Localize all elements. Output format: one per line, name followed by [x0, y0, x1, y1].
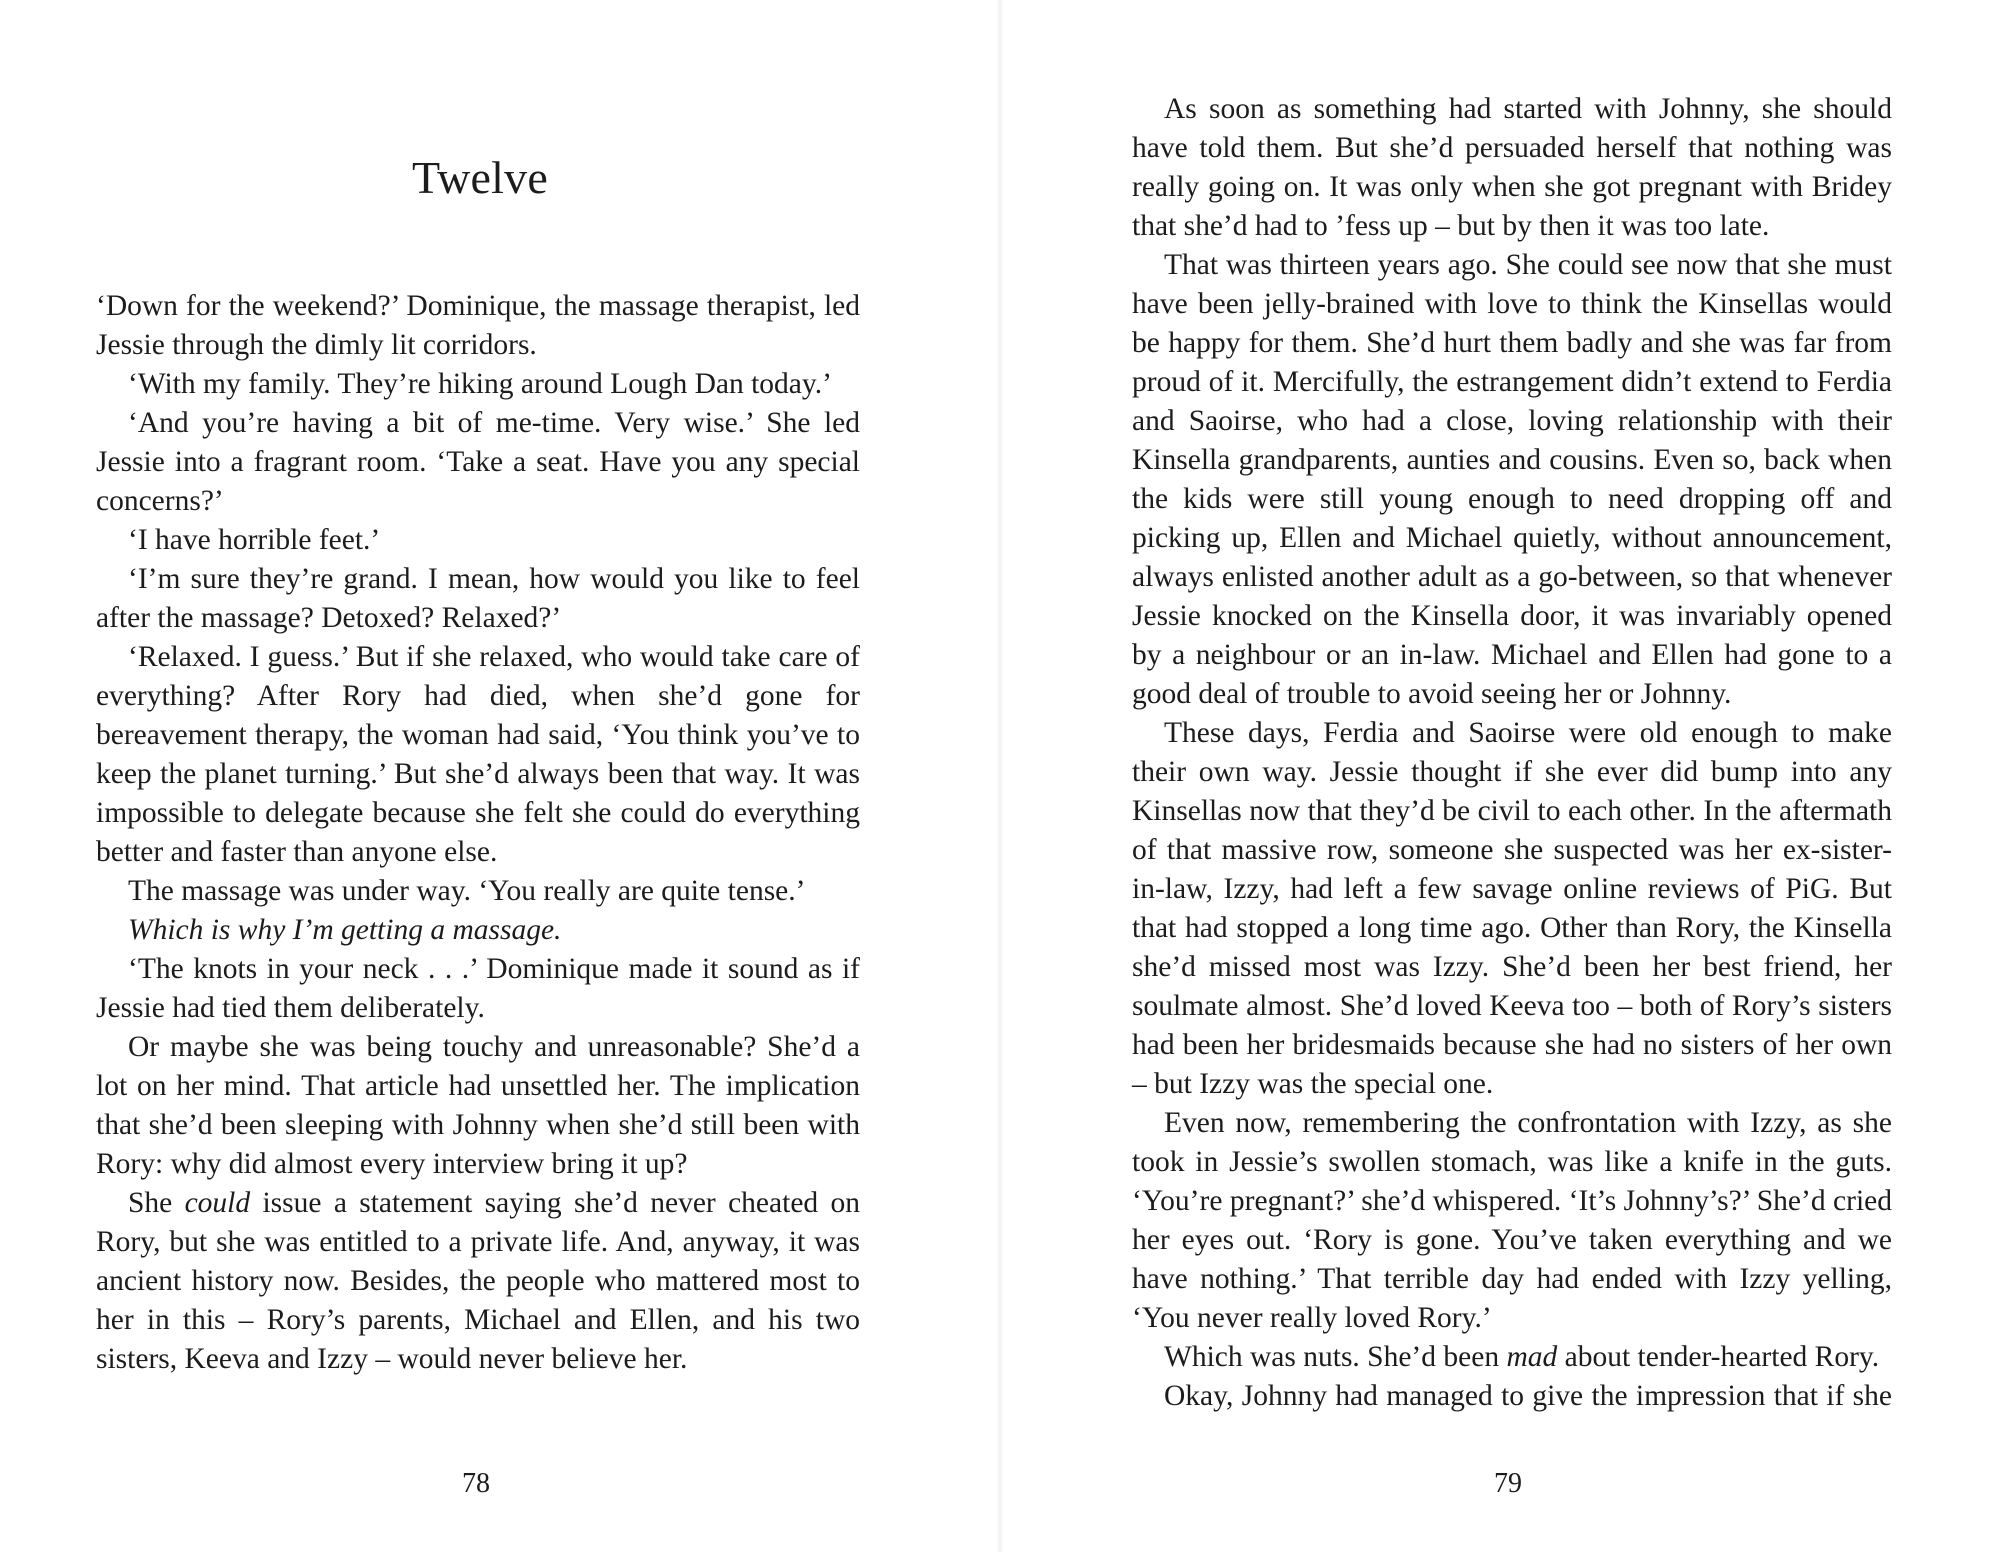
paragraph: Even now, remembering the confrontation with Izzy, as she took in Jessie’s swollen stomach, was like a knife in the guts. ‘You’re pregnant?’ she’d whispered. ‘It’s Johnny’s?’ She’d cried her eyes out. ‘Rory is gone. You’ve taken everything and we have nothing.’ That terrible day had ended with Izzy yelling, ‘You never really loved Rory.’	[1132, 1107, 1892, 1334]
left-page-body	[96, 287, 860, 1379]
paragraph: Or maybe she was being touchy and unreasonable? She’d a lot on her mind. That article had unsettled her. The implication that she’d been sleeping with Johnny when she’d still been with Rory: why did almost every interview bring it up?	[96, 1031, 860, 1180]
page-number: 79	[1494, 1468, 1522, 1499]
right-page-body	[1132, 90, 1892, 1416]
paragraph: That was thirteen years ago. She could see now that she must have been jelly-brained with love to think the Kinsellas would be happy for them. She’d hurt them badly and she was far from proud of it. Mercifully, the estrangement didn’t extend to Ferdia and Saoirse, who had a close, loving relationship with their Kinsella grandparents, aunties and cousins. Even so, back when the kids were still young enough to need dropping off and picking up, Ellen and Michael quietly, without announcement, always enlisted another adult as a go-between, so that whenever Jessie knocked on the Kinsella door, it was invariably opened by a neighbour or an in-law. Michael and Ellen had gone to a good deal of trouble to avoid seeing her or Johnny.	[1132, 249, 1892, 710]
paragraph: ‘Down for the weekend?’ Dominique, the massage therapist, led Jessie through the dimly lit corridors.	[96, 290, 860, 361]
paragraph: As soon as something had started with Johnny, she should have told them. But she’d persuaded herself that nothing was really going on. It was only when she got pregnant with Bridey that she’d had to ’fess up – but by then it was too late.	[1132, 93, 1892, 242]
paragraph	[1132, 1338, 1892, 1377]
paragraph-italic-thought	[96, 911, 860, 950]
text-run: She	[128, 1187, 185, 1219]
right-page	[1000, 0, 2000, 1552]
paragraph: ‘Relaxed. I guess.’ But if she relaxed, who would take care of everything? After Rory had died, when she’d gone for bereavement therapy, the woman had said, ‘You think you’ve to keep the planet turning.’ But she’d always been that way. It was impossible to delegate because she felt she could do everything better and faster than anyone else.	[96, 641, 860, 868]
text-run: issue a statement saying she’d never cheated on Rory, but she was entitled to a private life. And, anyway, it was ancient history now. Besides, the people who mattered most to her in this – Rory’s parents, Michael and Ellen, and his two sisters, Keeva and Izzy – would never believe her.	[96, 1187, 860, 1375]
emphasis: could	[184, 1187, 251, 1219]
paragraph: These days, Ferdia and Saoirse were old enough to make their own way. Jessie thought if she ever did bump into any Kinsellas now that they’d be civil to each other. In the aftermath of that massive row, someone she suspected was her ex-sister-in-law, Izzy, had left a few savage online reviews of PiG. But that had stopped a long time ago. Other than Rory, the Kinsella she’d missed most was Izzy. She’d been her best friend, her soulmate almost. She’d loved Keeva too – both of Rory’s sisters had been her bridesmaids because she had no sisters of her own – but Izzy was the special one.	[1132, 717, 1892, 1100]
paragraph: The massage was under way. ‘You really are quite tense.’	[128, 875, 806, 907]
text-run: Which was nuts. She’d been	[1164, 1341, 1507, 1373]
paragraph: Okay, Johnny had managed to give the impression that if she	[1164, 1380, 1892, 1412]
paragraph: ‘The knots in your neck . . .’ Dominique made it sound as if Jessie had tied them deliberately.	[96, 953, 860, 1024]
text-run: about tender-hearted Rory.	[1557, 1341, 1880, 1373]
paragraph: ‘With my family. They’re hiking around Lough Dan today.’	[128, 368, 832, 400]
page-number: 78	[462, 1468, 490, 1499]
paragraph	[96, 1184, 860, 1379]
paragraph: ‘I’m sure they’re grand. I mean, how would you like to feel after the massage? Detoxed? Relaxed?’	[96, 563, 860, 634]
emphasis: mad	[1506, 1341, 1558, 1373]
paragraph: ‘I have horrible feet.’	[128, 524, 381, 556]
chapter-title: Twelve	[412, 152, 548, 203]
italic-thought: Which is why I’m getting a massage.	[128, 914, 562, 946]
paragraph: ‘And you’re having a bit of me-time. Very wise.’ She led Jessie into a fragrant room. ‘Take a seat. Have you any special concerns?’	[96, 407, 860, 517]
